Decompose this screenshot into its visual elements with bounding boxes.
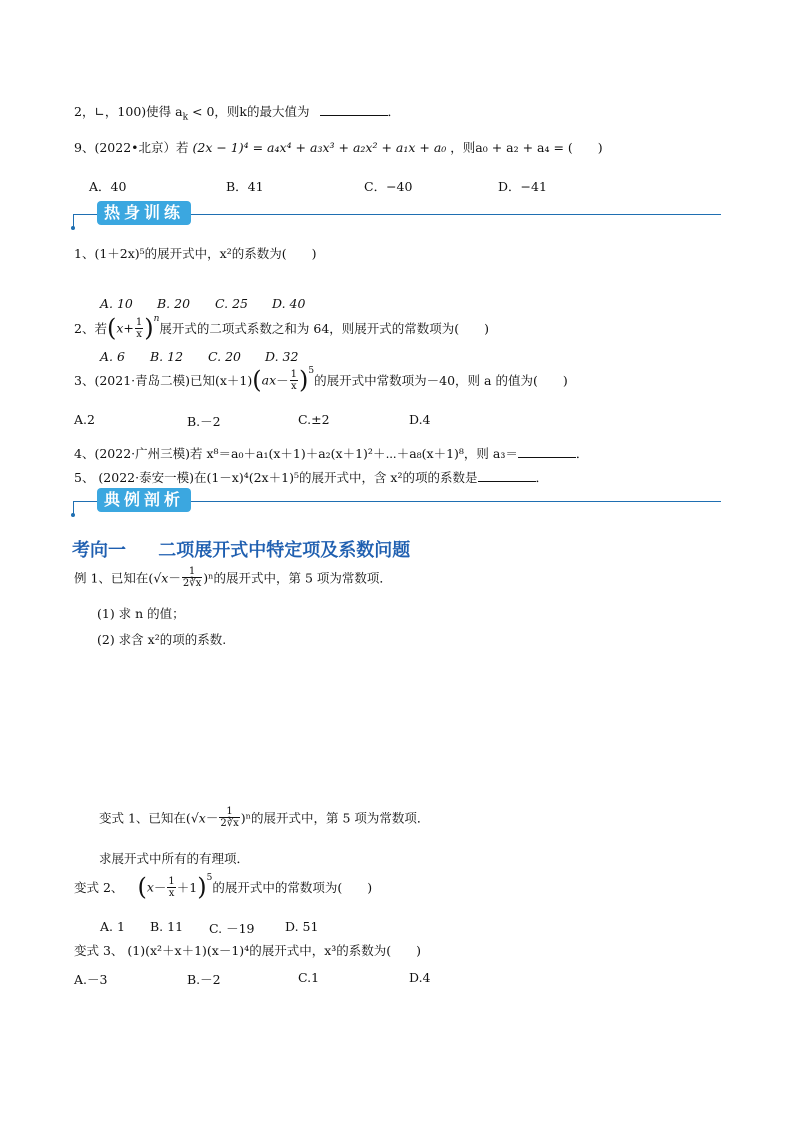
- fraction: $\frac{1}{x}$: [290, 368, 298, 392]
- warmup-question-2: 2、若(x+ $\frac{1}{x}$ )$^n$展开式的二项式系数之和为 64，则展开式的常数项为( ): [74, 314, 490, 342]
- fraction: $\frac{1}{2∛x}$: [182, 566, 202, 589]
- question-9: 9、(2022•北京）若 (2x − 1)⁴ = a₄x⁴ + a₃x³ + a₂x² + a₁x + a₀ ，则a₀ + a₂ + a₄ = ( ): [74, 140, 603, 155]
- fraction: $\frac{1}{2∛x}$: [220, 806, 239, 829]
- section-bar-examples: [73, 487, 721, 515]
- answer-blank: [518, 445, 576, 458]
- w2-option-d: D. 32: [265, 349, 299, 364]
- v2-option-d: D. 51: [285, 919, 319, 934]
- section-dot: [71, 513, 75, 517]
- example-1: 例 1、已知在(√x－ $\frac{1}{2∛x}$ )ⁿ的展开式中，第 5 项为常数项．: [74, 566, 392, 589]
- warmup-question-3: 3、(2021·青岛二模)已知(x＋1)(ax－ $\frac{1}{x}$ )$^5$的展开式中常数项为－40，则 a 的值为( ): [74, 366, 568, 394]
- fraction: $\frac{1}{x}$: [135, 316, 143, 340]
- w3-option-b: B.－2: [187, 414, 221, 429]
- variant-3: 变式 3、 (1)(x²＋x＋1)(x－1)⁴的展开式中，x³的系数为( ): [74, 943, 422, 958]
- warmup-question-1: 1、(1＋2x)⁵的展开式中，x²的系数为( ): [74, 246, 317, 261]
- section-dot: [71, 226, 75, 230]
- example-1-part-1: (1) 求 n 的值；: [97, 606, 185, 621]
- w3-option-c: C.±2: [298, 412, 330, 427]
- variant-1-line-2: 求展开式中所有的有理项．: [99, 851, 250, 866]
- v3-option-d: D.4: [409, 970, 431, 985]
- example-1-part-2: (2) 求含 x²的项的系数.: [97, 632, 227, 647]
- answer-blank: [478, 469, 536, 482]
- fraction: $\frac{1}{x}$: [168, 875, 175, 899]
- v2-option-b: B. 11: [150, 919, 184, 934]
- variant-2: 变式 2、 (x－ $\frac{1}{x}$ ＋1)$^5$的展开式中的常数项为( ): [74, 873, 373, 901]
- q9-option-a: A．40: [89, 179, 127, 194]
- warmup-question-5: 5、 (2022·泰安一模)在(1－x)⁴(2x＋1)⁵的展开式中，含 x²的项的系数是 ．: [74, 470, 549, 485]
- w2-option-a: A. 6: [100, 349, 125, 364]
- variant-1: 变式 1、已知在(√x－ $\frac{1}{2∛x}$ )ⁿ的展开式中，第 5 项为常数项．: [99, 806, 430, 829]
- w3-option-a: A.2: [74, 412, 95, 427]
- v3-option-a: A.－3: [74, 972, 108, 987]
- section-bar-warmup: [73, 200, 721, 228]
- v2-option-a: A. 1: [100, 919, 125, 934]
- w1-option-c: C. 25: [215, 296, 248, 311]
- q9-option-c: C．−40: [364, 179, 413, 194]
- v3-option-b: B.－2: [187, 972, 221, 987]
- w1-option-d: D. 40: [272, 296, 306, 311]
- section-tag-warmup: 热身训练: [97, 201, 191, 225]
- w2-option-c: C. 20: [208, 349, 241, 364]
- answer-blank: [320, 103, 388, 116]
- w1-option-a: A. 10: [100, 296, 133, 311]
- w3-option-d: D.4: [409, 412, 431, 427]
- q9-option-d: D．−41: [498, 179, 547, 194]
- section-heading: 考向一 二项展开式中特定项及系数问题: [72, 540, 411, 561]
- w1-option-b: B. 20: [157, 296, 191, 311]
- w2-option-b: B. 12: [150, 349, 184, 364]
- continued-question-line: 2，∟，100)使得 $a_k < 0$，则k的最大值为 ．: [74, 104, 401, 123]
- warmup-question-4: 4、(2022·广州三模)若 x⁸＝a₀＋a₁(x＋1)＋a₂(x＋1)²＋⋯＋a₈(x＋1)⁸，则 a₃＝ ．: [74, 446, 589, 461]
- q9-option-b: B．41: [226, 179, 264, 194]
- v2-option-c: C. －19: [209, 921, 255, 936]
- v3-option-c: C.1: [298, 970, 320, 985]
- section-tag-examples: 典例剖析: [97, 488, 191, 512]
